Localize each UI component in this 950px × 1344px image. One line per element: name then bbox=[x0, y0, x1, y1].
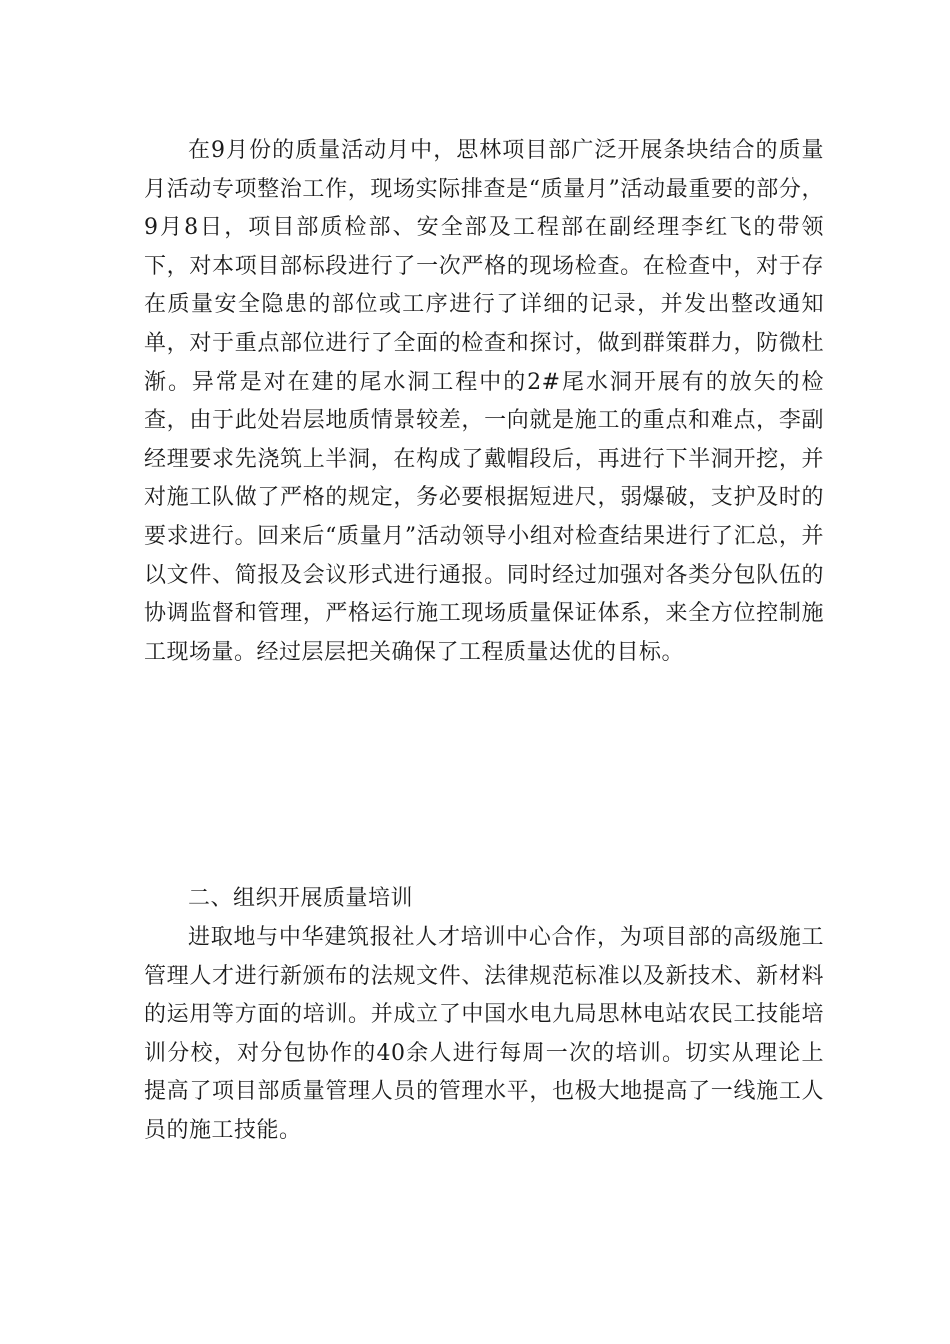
section-heading-quality-training: 二、组织开展质量培训 bbox=[188, 886, 414, 911]
body-paragraph-training: 进取地与中华建筑报社人才培训中心合作，为项目部的高级施工管理人才进行新颁布的法规文件、法律规范标准以及新技术、新材料的运用等方面的培训。并成立了中国水电九局思林电站农民工技能培训分校，对分包协作的40余人进行每周一次的培训。切实从理论上提高了项目部质量管理人员的管理水平，也极大地提高了一线施工人员的施工技能。 bbox=[144, 925, 824, 1143]
body-paragraph-quality-month: 在9月份的质量活动月中，思林项目部广泛开展条块结合的质量月活动专项整治工作，现场实际排查是“质量月”活动最重要的部分，9月8日，项目部质检部、安全部及工程部在副经理李红飞的带领下，对本项目部标段进行了一次严格的现场检查。在检查中，对于存在质量安全隐患的部位或工序进行了详细的记录，并发出整改通知单，对于重点部位进行了全面的检查和探讨，做到群策群力，防微杜渐。异常是对在建的尾水洞工程中的2#尾水洞开展有的放矢的检查，由于此处岩层地质情景较差，一向就是施工的重点和难点，李副经理要求先浇筑上半洞，在构成了戴帽段后，再进行下半洞开挖，并对施工队做了严格的规定，务必要根据短进尺，弱爆破，支护及时的要求进行。回来后“质量月”活动领导小组对检查结果进行了汇总，并以文件、简报及会议形式进行通报。同时经过加强对各类分包队伍的协调监督和管理，严格运行施工现场质量保证体系，来全方位控制施工现场量。经过层层把关确保了工程质量达优的目标。 bbox=[144, 138, 824, 665]
